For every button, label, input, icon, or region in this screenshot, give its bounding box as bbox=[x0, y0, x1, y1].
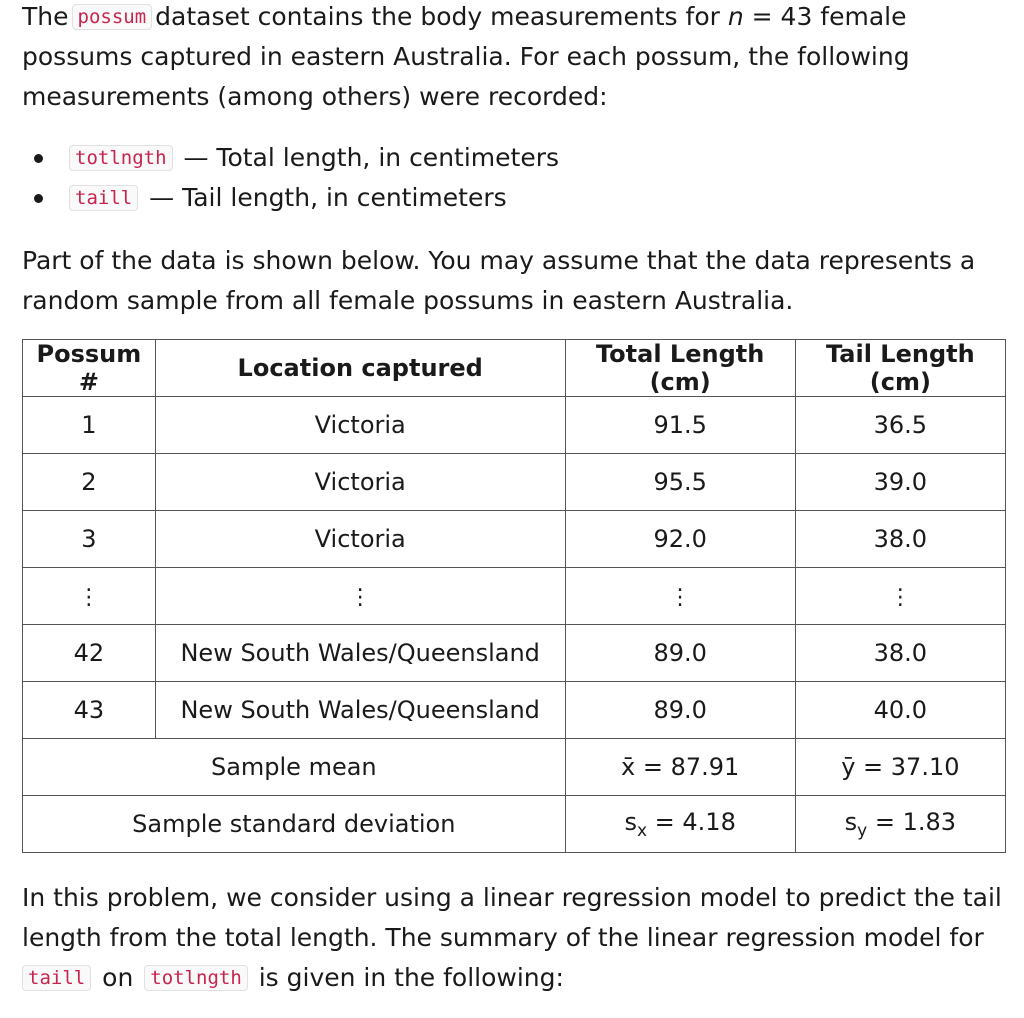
variable-item-totlngth bbox=[22, 138, 559, 178]
predictor-code: totlngth bbox=[144, 965, 248, 991]
header-tail-length: Tail Length (cm) bbox=[795, 340, 1005, 397]
outro-text-b: is given in the following: bbox=[258, 963, 564, 992]
table-row bbox=[23, 454, 1006, 511]
cell-tail-length: 38.0 bbox=[795, 625, 1005, 682]
outro-on: on bbox=[102, 963, 134, 992]
cell-possum-number: 42 bbox=[23, 625, 156, 682]
n-variable: n bbox=[727, 2, 744, 31]
variable-desc: — Tail length, in centimeters bbox=[149, 183, 507, 212]
cell-vertical-ellipsis: ⋮ bbox=[155, 568, 565, 625]
sample-sd-label: Sample standard deviation bbox=[23, 796, 566, 853]
variable-item-taill bbox=[22, 178, 559, 218]
table-row bbox=[23, 511, 1006, 568]
possum-data-table bbox=[22, 339, 1006, 853]
cell-total-length: 91.5 bbox=[565, 397, 795, 454]
cell-location: New South Wales/Queensland bbox=[155, 682, 565, 739]
table-row bbox=[23, 682, 1006, 739]
cell-vertical-ellipsis: ⋮ bbox=[795, 568, 1005, 625]
variable-list bbox=[22, 138, 559, 218]
outro-paragraph bbox=[22, 878, 1012, 998]
cell-location: Victoria bbox=[155, 397, 565, 454]
intro-text-b: = 43 female possums captured in eastern Australia. For each possum, the following measurements (among others) were recorded: bbox=[22, 2, 910, 111]
cell-location: New South Wales/Queensland bbox=[155, 625, 565, 682]
cell-total-length: 89.0 bbox=[565, 682, 795, 739]
cell-tail-length: 40.0 bbox=[795, 682, 1005, 739]
cell-possum-number: 2 bbox=[23, 454, 156, 511]
cell-tail-length: 38.0 bbox=[795, 511, 1005, 568]
cell-vertical-ellipsis: ⋮ bbox=[565, 568, 795, 625]
variable-code: taill bbox=[69, 185, 138, 211]
cell-possum-number: 3 bbox=[23, 511, 156, 568]
table-row bbox=[23, 625, 1006, 682]
cell-location: Victoria bbox=[155, 511, 565, 568]
sample-sd-x: $s_x = 4.18$ bbox=[565, 796, 795, 853]
cell-possum-number: 43 bbox=[23, 682, 156, 739]
variable-desc: — Total length, in centimeters bbox=[183, 143, 560, 172]
table-row-ellipsis bbox=[23, 568, 1006, 625]
variable-code: totlngth bbox=[69, 145, 173, 171]
cell-total-length: 92.0 bbox=[565, 511, 795, 568]
cell-total-length: 95.5 bbox=[565, 454, 795, 511]
intro-text-a: dataset contains the body measurements for bbox=[155, 2, 720, 31]
outro-text-a: In this problem, we consider using a linear regression model to predict the tail length from the total length. The summary of the linear regression model for bbox=[22, 883, 1002, 952]
part-paragraph: Part of the data is shown below. You may assume that the data represents a random sample from all female possums in eastern Australia. bbox=[22, 246, 976, 315]
cell-tail-length: 39.0 bbox=[795, 454, 1005, 511]
table-row-sample-mean bbox=[23, 739, 1006, 796]
cell-vertical-ellipsis: ⋮ bbox=[23, 568, 156, 625]
cell-location: Victoria bbox=[155, 454, 565, 511]
table-row bbox=[23, 397, 1006, 454]
dataset-code: possum bbox=[72, 4, 153, 30]
header-location: Location captured bbox=[155, 340, 565, 397]
sample-mean-label: Sample mean bbox=[23, 739, 566, 796]
cell-total-length: 89.0 bbox=[565, 625, 795, 682]
response-code: taill bbox=[22, 965, 91, 991]
sample-mean-x: x̄ = 87.91 bbox=[565, 739, 795, 796]
intro-the: The bbox=[22, 2, 69, 31]
table-row-sample-sd bbox=[23, 796, 1006, 853]
header-possum-number: Possum # bbox=[23, 340, 156, 397]
table-header-row bbox=[23, 340, 1006, 397]
intro-paragraph bbox=[22, 0, 1012, 117]
cell-possum-number: 1 bbox=[23, 397, 156, 454]
sample-mean-y: ȳ = 37.10 bbox=[795, 739, 1005, 796]
sample-sd-y: $s_y = 1.83$ bbox=[795, 796, 1005, 853]
cell-tail-length: 36.5 bbox=[795, 397, 1005, 454]
header-total-length: Total Length (cm) bbox=[565, 340, 795, 397]
